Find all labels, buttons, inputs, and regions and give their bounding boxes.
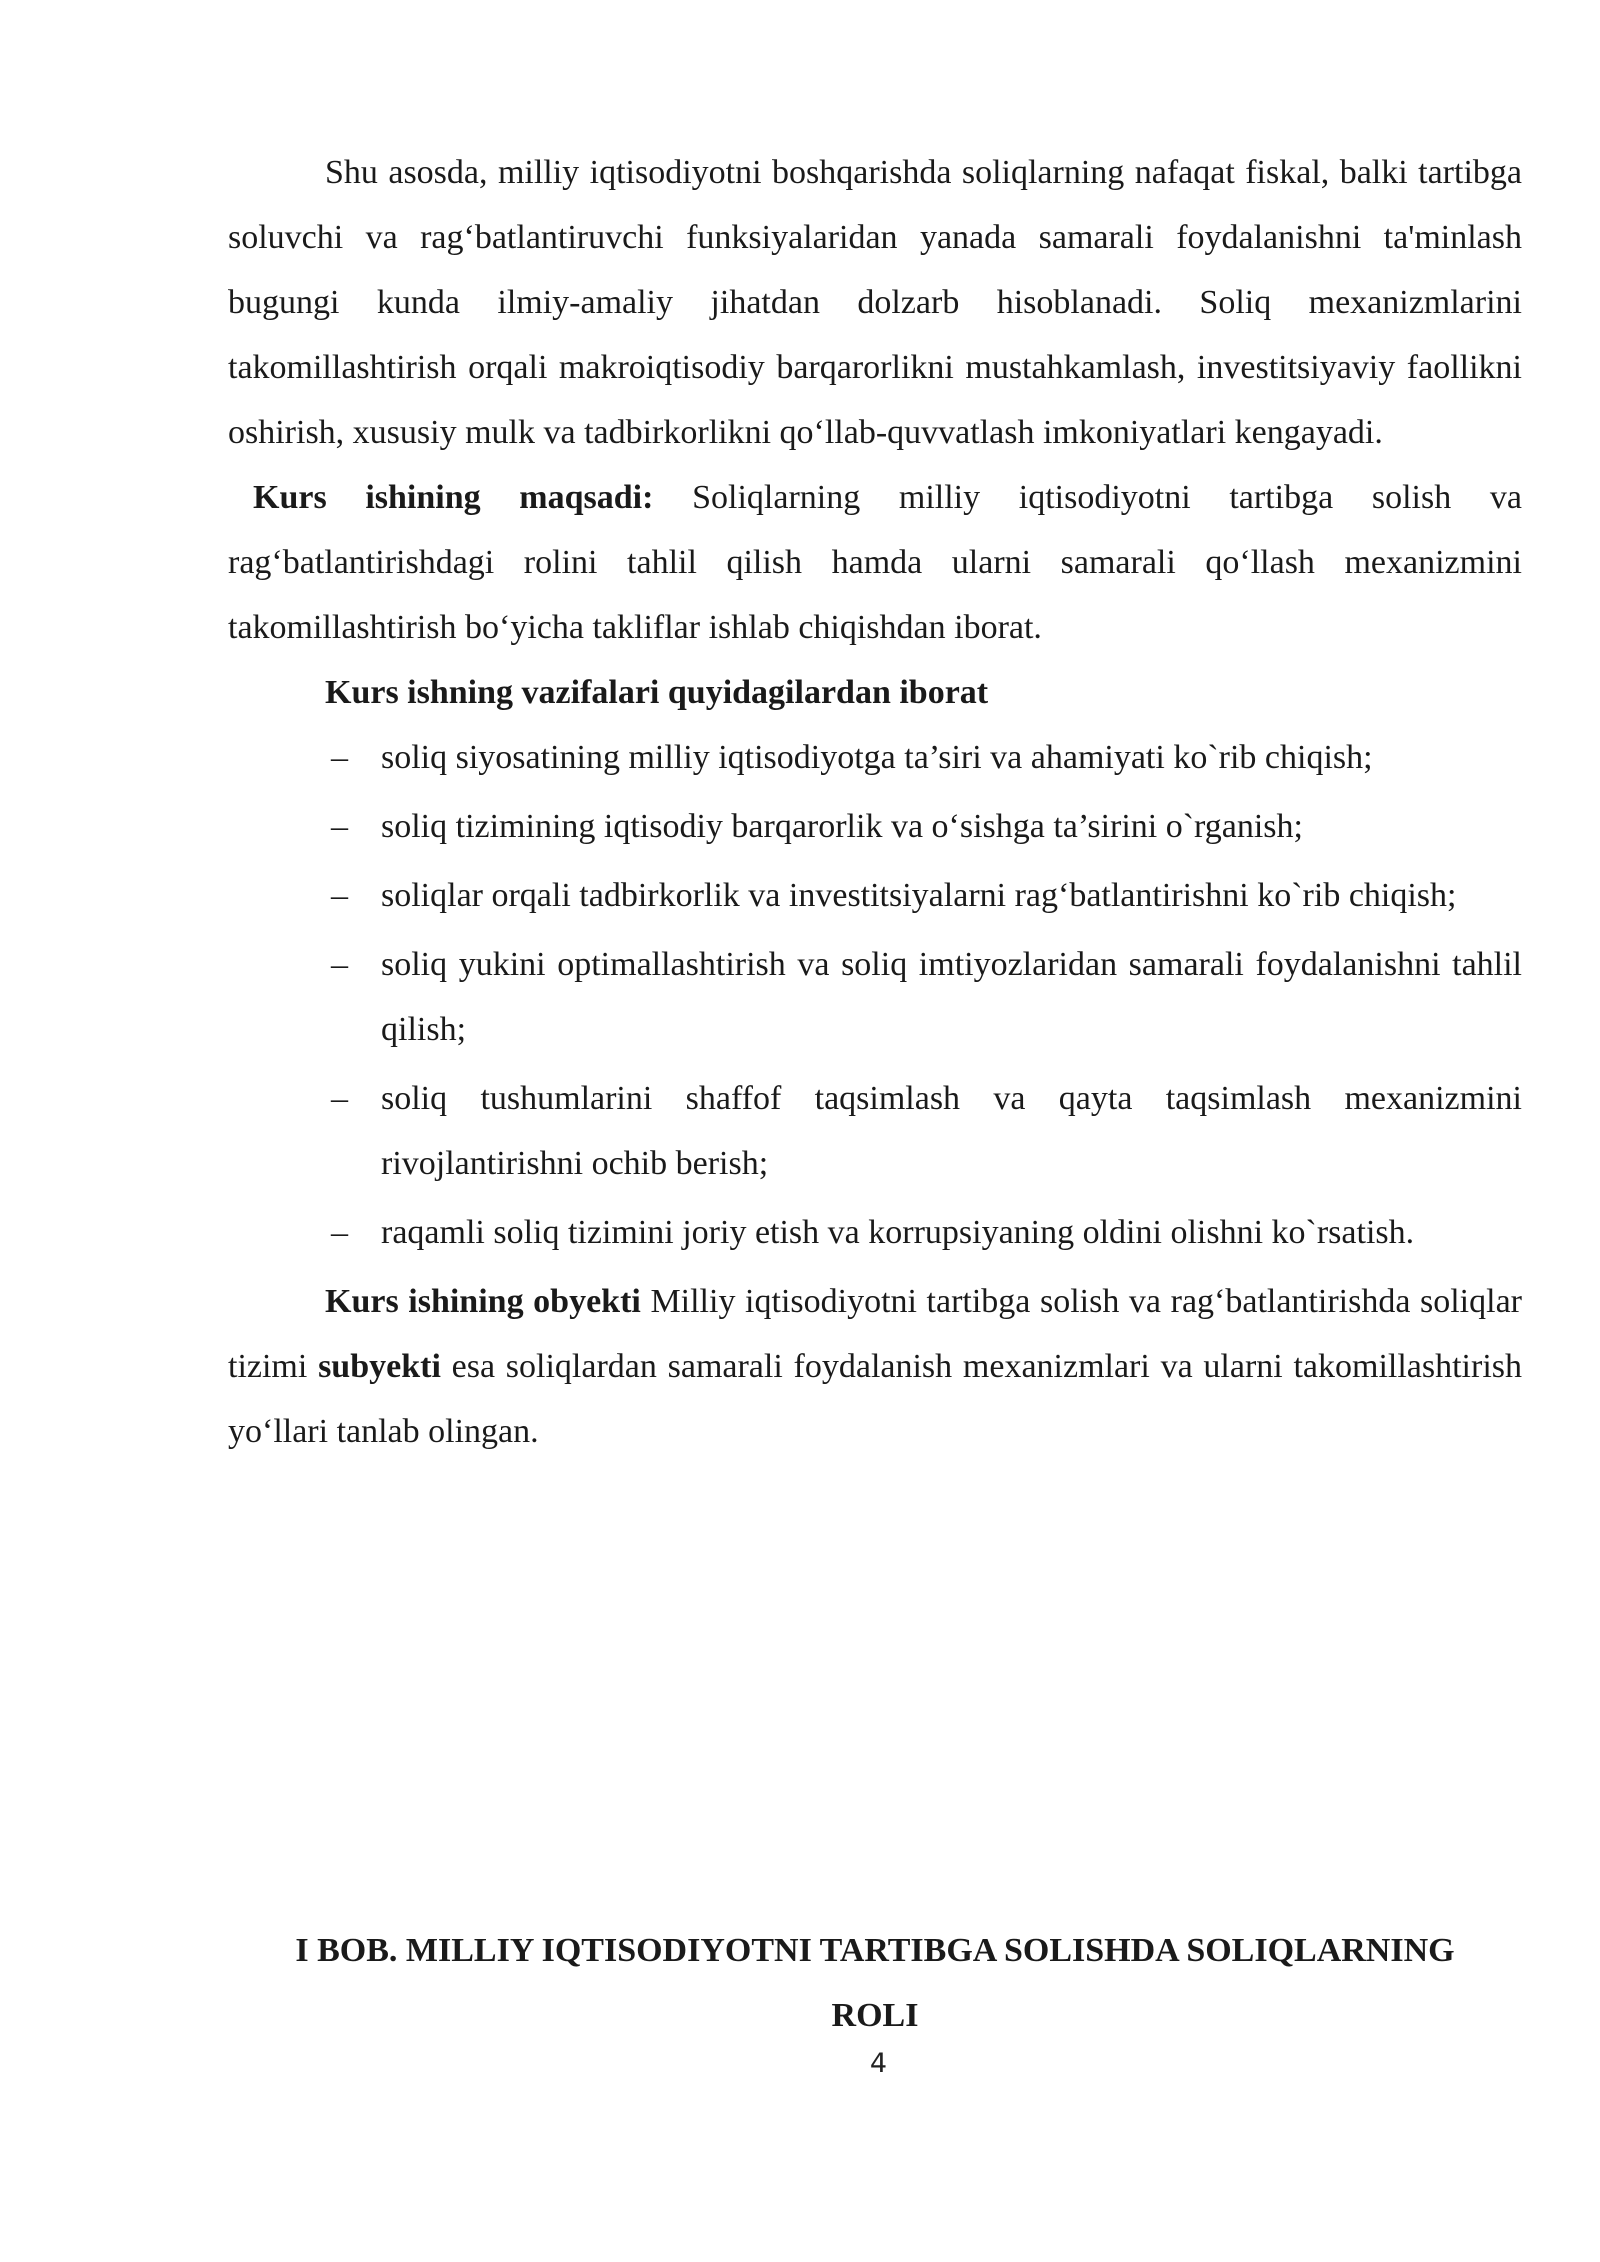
subject-text: esa soliqlardan samarali foydalanish mexanizmlari va ularni takomillashtirish yo‘llari tanlab olingan. (228, 1348, 1522, 1450)
dash-bullet: – (331, 739, 348, 776)
goal-text: Soliqlarning milliy iqtisodiyotni tartibga solish va rag‘batlantirishdagi rolini tahlil qilish hamda ularni samarali qo‘llash mexanizmini takomillashtirish bo‘yicha takliflar ishlab chiqishdan iborat. (228, 479, 1522, 646)
subject-label: subyekti (318, 1348, 441, 1385)
dash-bullet: – (331, 877, 348, 914)
goal-label: Kurs ishining maqsadi: (253, 479, 654, 516)
tasks-list (228, 725, 1522, 1265)
list-item (228, 1066, 1522, 1196)
dash-bullet: – (331, 946, 348, 983)
dash-bullet: – (331, 808, 348, 845)
chapter-heading (228, 1918, 1522, 2048)
list-item-text: soliq yukini optimallashtirish va soliq imtiyozlaridan samarali foydalanishni tahlil qilish; (381, 946, 1522, 1048)
page-number: 4 (869, 2048, 888, 2079)
chapter-heading-line1: I BOB. MILLIY IQTISODIYOTNI TARTIBGA SOLISHDA SOLIQLARNING (295, 1932, 1455, 1969)
list-item-text: soliqlar orqali tadbirkorlik va investitsiyalarni rag‘batlantirishni ko`rib chiqish; (381, 877, 1457, 914)
object-text: Milliy iqtisodiyotni tartibga solish va rag‘batlantirishda soliqlar tizimi (228, 1283, 1522, 1385)
document-body (228, 140, 1522, 1464)
list-item-text: soliq tushumlarini shaffof taqsimlash va qayta taqsimlash mexanizmini rivojlantirishni ochib berish; (381, 1080, 1522, 1182)
list-item (228, 794, 1522, 859)
goal-paragraph (228, 465, 1522, 660)
object-label: Kurs ishining obyekti (325, 1283, 641, 1320)
intro-paragraph: Shu asosda, milliy iqtisodiyotni boshqarishda soliqlarning nafaqat fiskal, balki tartibga soluvchi va rag‘batlantiruvchi funksiyalaridan yanada samarali foydalanishni ta'minlash bugungi kunda ilmiy-amaliy jihatdan dolzarb hisoblanadi. Soliq mexanizmlarini takomillashtirish orqali makroiqtisodiy barqarorlikni mustahkamlash, investitsiyaviy faollikni oshirish, xususiy mulk va tadbirkorlikni qo‘llab-quvvatlash imkoniyatlari kengayadi. (228, 154, 1522, 451)
tasks-heading: Kurs ishning vazifalari quyidagilardan iborat (325, 674, 989, 711)
list-item (228, 932, 1522, 1062)
list-item (228, 863, 1522, 928)
list-item-text: soliq tizimining iqtisodiy barqarorlik va o‘sishga ta’sirini o`rganish; (381, 808, 1303, 845)
dash-bullet: – (331, 1214, 348, 1251)
list-item (228, 1200, 1522, 1265)
dash-bullet: – (331, 1080, 348, 1117)
object-paragraph (228, 1269, 1522, 1464)
list-item-text: soliq siyosatining milliy iqtisodiyotga ta’siri va ahamiyati ko`rib chiqish; (381, 739, 1373, 776)
list-item-text: raqamli soliq tizimini joriy etish va korrupsiyaning oldini olishni ko`rsatish. (381, 1214, 1415, 1251)
chapter-heading-line2: ROLI (831, 1997, 919, 2034)
list-item (228, 725, 1522, 790)
